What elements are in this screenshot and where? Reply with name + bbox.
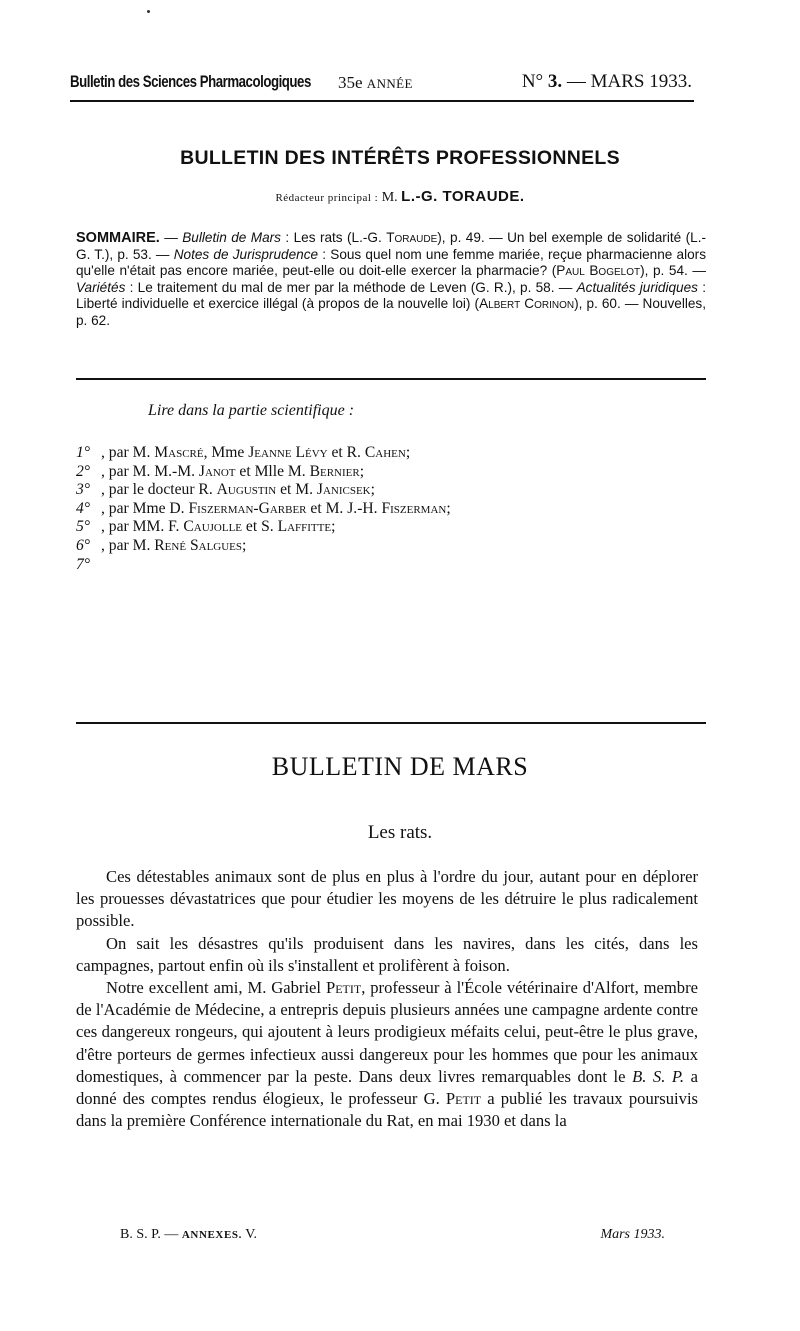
sommaire-text: : Les rats (L.-G. bbox=[280, 230, 387, 245]
paragraph bbox=[76, 977, 698, 1132]
sommaire-text: Notes de Jurisprudence bbox=[173, 246, 319, 262]
item-text: et Mlle M. bbox=[235, 462, 310, 480]
footer-left bbox=[120, 1227, 257, 1243]
year-label bbox=[338, 73, 413, 93]
sommaire-block bbox=[76, 230, 706, 330]
article-body bbox=[76, 866, 698, 1132]
issue-prefix: N° bbox=[521, 71, 544, 92]
list-item bbox=[76, 444, 698, 463]
redacteur-name: L.-G. TORAUDE. bbox=[401, 188, 525, 205]
footer-volume: V. bbox=[245, 1227, 258, 1242]
item-text: ; bbox=[446, 499, 451, 517]
year-number: 35e bbox=[338, 73, 363, 92]
sommaire-text: : Sous quel nom une femme mariée, reçue pharmacienne alors qu'elle n'était pas encore mariée, peut-elle ou doit-elle exercer la pharmacie? ( bbox=[76, 246, 706, 279]
item-text: ; bbox=[370, 481, 375, 499]
bulletin-title: BULLETIN DE MARS bbox=[271, 752, 529, 781]
footer-annexes: ANNEXES. bbox=[181, 1229, 242, 1241]
header-rule bbox=[70, 100, 694, 102]
list-item bbox=[76, 500, 698, 519]
item-text: , par M. bbox=[101, 444, 155, 461]
scientific-list bbox=[76, 444, 698, 573]
sommaire-text: : Liberté individuelle et exercice illégal (à propos de la nouvelle loi) ( bbox=[76, 279, 706, 312]
sommaire-text: : Le traitement du mal de mer par la méthode de Leven (G. R.), p. 58. — bbox=[125, 279, 577, 295]
item-author: Augustin bbox=[216, 481, 277, 499]
person-name: Petit bbox=[325, 978, 362, 998]
list-item bbox=[76, 518, 698, 537]
item-number: 4° bbox=[76, 499, 91, 517]
person-name: Petit bbox=[445, 1089, 482, 1109]
issue-number: 3. bbox=[547, 71, 563, 92]
item-text: et R. bbox=[327, 444, 365, 461]
list-item bbox=[76, 481, 698, 500]
item-number: 5° bbox=[76, 518, 91, 536]
item-text: ; bbox=[359, 462, 365, 480]
item-text: et M. J.-H. bbox=[306, 499, 382, 517]
item-text: ; bbox=[242, 536, 247, 554]
item-text: , par le docteur R. bbox=[101, 481, 217, 499]
sommaire-text: Bulletin de Mars bbox=[182, 230, 281, 245]
issue-label bbox=[522, 71, 692, 93]
footer-journal: B. S. P. — bbox=[120, 1227, 179, 1242]
sommaire-text: ), p. 49. — Un bel exemple de solidarité (L.-G. T.), p. 53. — bbox=[76, 230, 707, 262]
sommaire-author: Toraude bbox=[386, 230, 438, 245]
item-text: , par M. bbox=[101, 536, 155, 554]
item-text: , par Mme D. bbox=[101, 499, 189, 517]
item-author: Fiszerman-Garber bbox=[188, 499, 307, 517]
item-text: ; bbox=[405, 444, 411, 461]
item-text: , par MM. F. bbox=[101, 518, 184, 536]
sommaire-author: Paul Bogelot bbox=[556, 263, 641, 279]
paragraph-text: Notre excellent ami, M. Gabriel bbox=[106, 978, 326, 998]
sommaire-text: Variétés bbox=[76, 279, 126, 295]
item-text: , par M. M.-M. bbox=[101, 462, 199, 480]
item-text: ; bbox=[331, 518, 336, 536]
paragraph: On sait les désastres qu'ils produisent dans les navires, dans les cités, dans les campagnes, partout enfin où ils s'installent et prolifèrent à foison. bbox=[76, 933, 698, 975]
journal-name: Bulletin des Sciences Pharmacologiques bbox=[70, 72, 311, 91]
year-word: ANNÉE bbox=[366, 76, 413, 91]
item-author: Caujolle bbox=[183, 518, 243, 536]
section-rule bbox=[76, 378, 706, 380]
item-author: Bernier bbox=[309, 462, 360, 480]
paragraph-text: a publié les travaux poursuivis dans la première Conférence internationale du Rat, en mai 1930 et dans la bbox=[76, 1089, 699, 1131]
list-item bbox=[76, 537, 698, 556]
item-author: Janot bbox=[198, 462, 236, 480]
running-head bbox=[70, 70, 692, 98]
sommaire-text: ), p. 54. — bbox=[640, 263, 706, 279]
paragraph-text: a donné des comptes rendus élogieux, le professeur G. bbox=[76, 1066, 699, 1109]
item-author: Cahen bbox=[364, 444, 406, 461]
print-speck bbox=[147, 10, 150, 13]
sommaire-label: SOMMAIRE. bbox=[76, 230, 160, 246]
redacteur-line bbox=[70, 188, 730, 206]
item-number: 2° bbox=[76, 462, 91, 480]
item-author: Janicsek bbox=[316, 481, 371, 499]
item-author: René Salgues bbox=[154, 536, 243, 554]
item-number: 3° bbox=[76, 481, 91, 499]
section-rule bbox=[76, 722, 706, 724]
sommaire-author: Albert Corinon bbox=[479, 296, 575, 312]
list-item bbox=[76, 463, 698, 482]
paragraph: Ces détestables animaux sont de plus en plus à l'ordre du jour, autant pour en déplorer les prouesses dévastatrices que pour étudier les moyens de les détruire le plus radicalement possible. bbox=[76, 867, 698, 931]
redacteur-title: M. bbox=[381, 190, 398, 205]
sommaire-text: — bbox=[159, 230, 183, 245]
item-author: Jeanne Lévy bbox=[248, 444, 328, 461]
item-author: Mascré bbox=[154, 444, 204, 461]
item-number: 7° bbox=[76, 555, 91, 573]
item-text: , Mme bbox=[203, 444, 249, 461]
item-number: 1° bbox=[76, 444, 91, 461]
sommaire-text: ), p. 60. — Nouvelles, p. 62. bbox=[76, 296, 706, 328]
paragraph-text: , professeur à l'École vétérinaire d'Alfort, membre de l'Académie de Médecine, a entrepris depuis plusieurs années une campagne ardente contre ces dangereux rongeurs, qui ajoutent à leurs prodigieux méfaits celui, peut-être le plus grave, d'être porteurs de germes infectieux aussi dangereux pour les hommes que pour les animaux domestiques, à commencer par la peste. Dans deux livres remarquables dont le bbox=[76, 978, 698, 1086]
footer-date: Mars 1933. bbox=[600, 1227, 665, 1242]
item-text: et M. bbox=[276, 481, 317, 499]
issue-date: — MARS 1933. bbox=[566, 71, 692, 92]
redacteur-label: Rédacteur principal : bbox=[275, 192, 379, 204]
item-text: et S. bbox=[242, 518, 278, 536]
item-author: Laffitte bbox=[277, 518, 332, 536]
sommaire-text: Actualités juridiques bbox=[576, 279, 698, 295]
section-title: BULLETIN DES INTÉRÊTS PROFESSIONNELS bbox=[180, 147, 620, 169]
page-footer bbox=[120, 1227, 665, 1247]
lire-heading: Lire dans la partie scientifique : bbox=[148, 402, 355, 419]
item-number: 6° bbox=[76, 536, 91, 554]
article-title: Les rats. bbox=[367, 822, 433, 843]
item-author: Fiszerman bbox=[381, 499, 447, 517]
journal-abbrev: B. S. P. bbox=[632, 1066, 685, 1086]
